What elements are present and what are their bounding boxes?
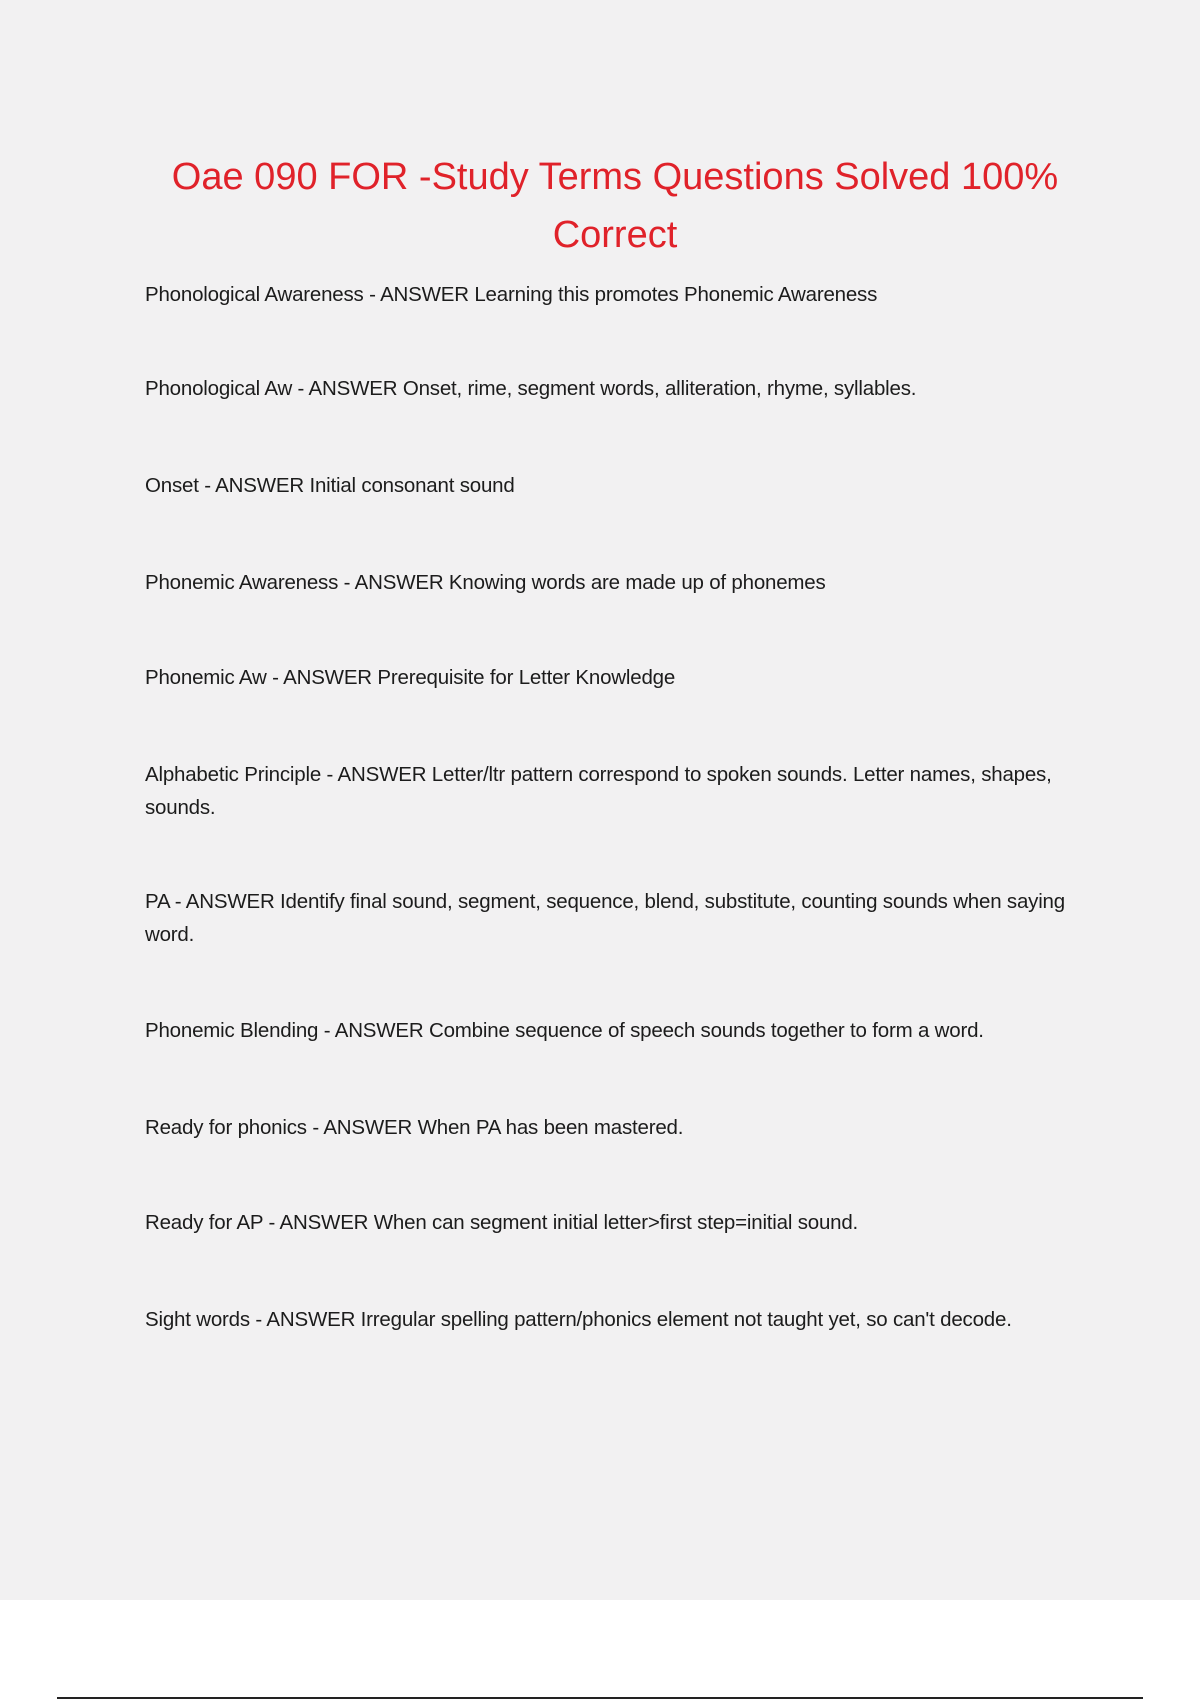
page-gap <box>0 1600 1200 1700</box>
qa-entry: Ready for phonics - ANSWER When PA has been mastered. <box>145 1116 684 1139</box>
qa-entry: Alphabetic Principle - ANSWER Letter/ltr pattern correspond to spoken sounds. Letter names, shapes, sounds. <box>145 763 1052 819</box>
qa-entry: PA - ANSWER Identify final sound, segment, sequence, blend, substitute, counting sounds when saying word. <box>145 890 1065 946</box>
qa-entry: Phonemic Awareness - ANSWER Knowing words are made up of phonemes <box>145 571 826 594</box>
qa-entry: Phonemic Blending - ANSWER Combine sequence of speech sounds together to form a word. <box>145 1019 984 1042</box>
qa-entry: Phonemic Aw - ANSWER Prerequisite for Letter Knowledge <box>145 666 676 689</box>
footer-divider <box>57 1697 1143 1699</box>
qa-entry: Phonological Aw - ANSWER Onset, rime, segment words, alliteration, rhyme, syllables. <box>145 377 917 400</box>
qa-entry: Onset - ANSWER Initial consonant sound <box>145 474 515 497</box>
document-title: Oae 090 FOR -Study Terms Questions Solved 100% Correct <box>171 156 1059 256</box>
qa-entry: Ready for AP - ANSWER When can segment initial letter>first step=initial sound. <box>145 1211 859 1234</box>
qa-entry: Phonological Awareness - ANSWER Learning this promotes Phonemic Awareness <box>145 283 878 306</box>
qa-entry: Sight words - ANSWER Irregular spelling pattern/phonics element not taught yet, so can't decode. <box>145 1308 1012 1331</box>
